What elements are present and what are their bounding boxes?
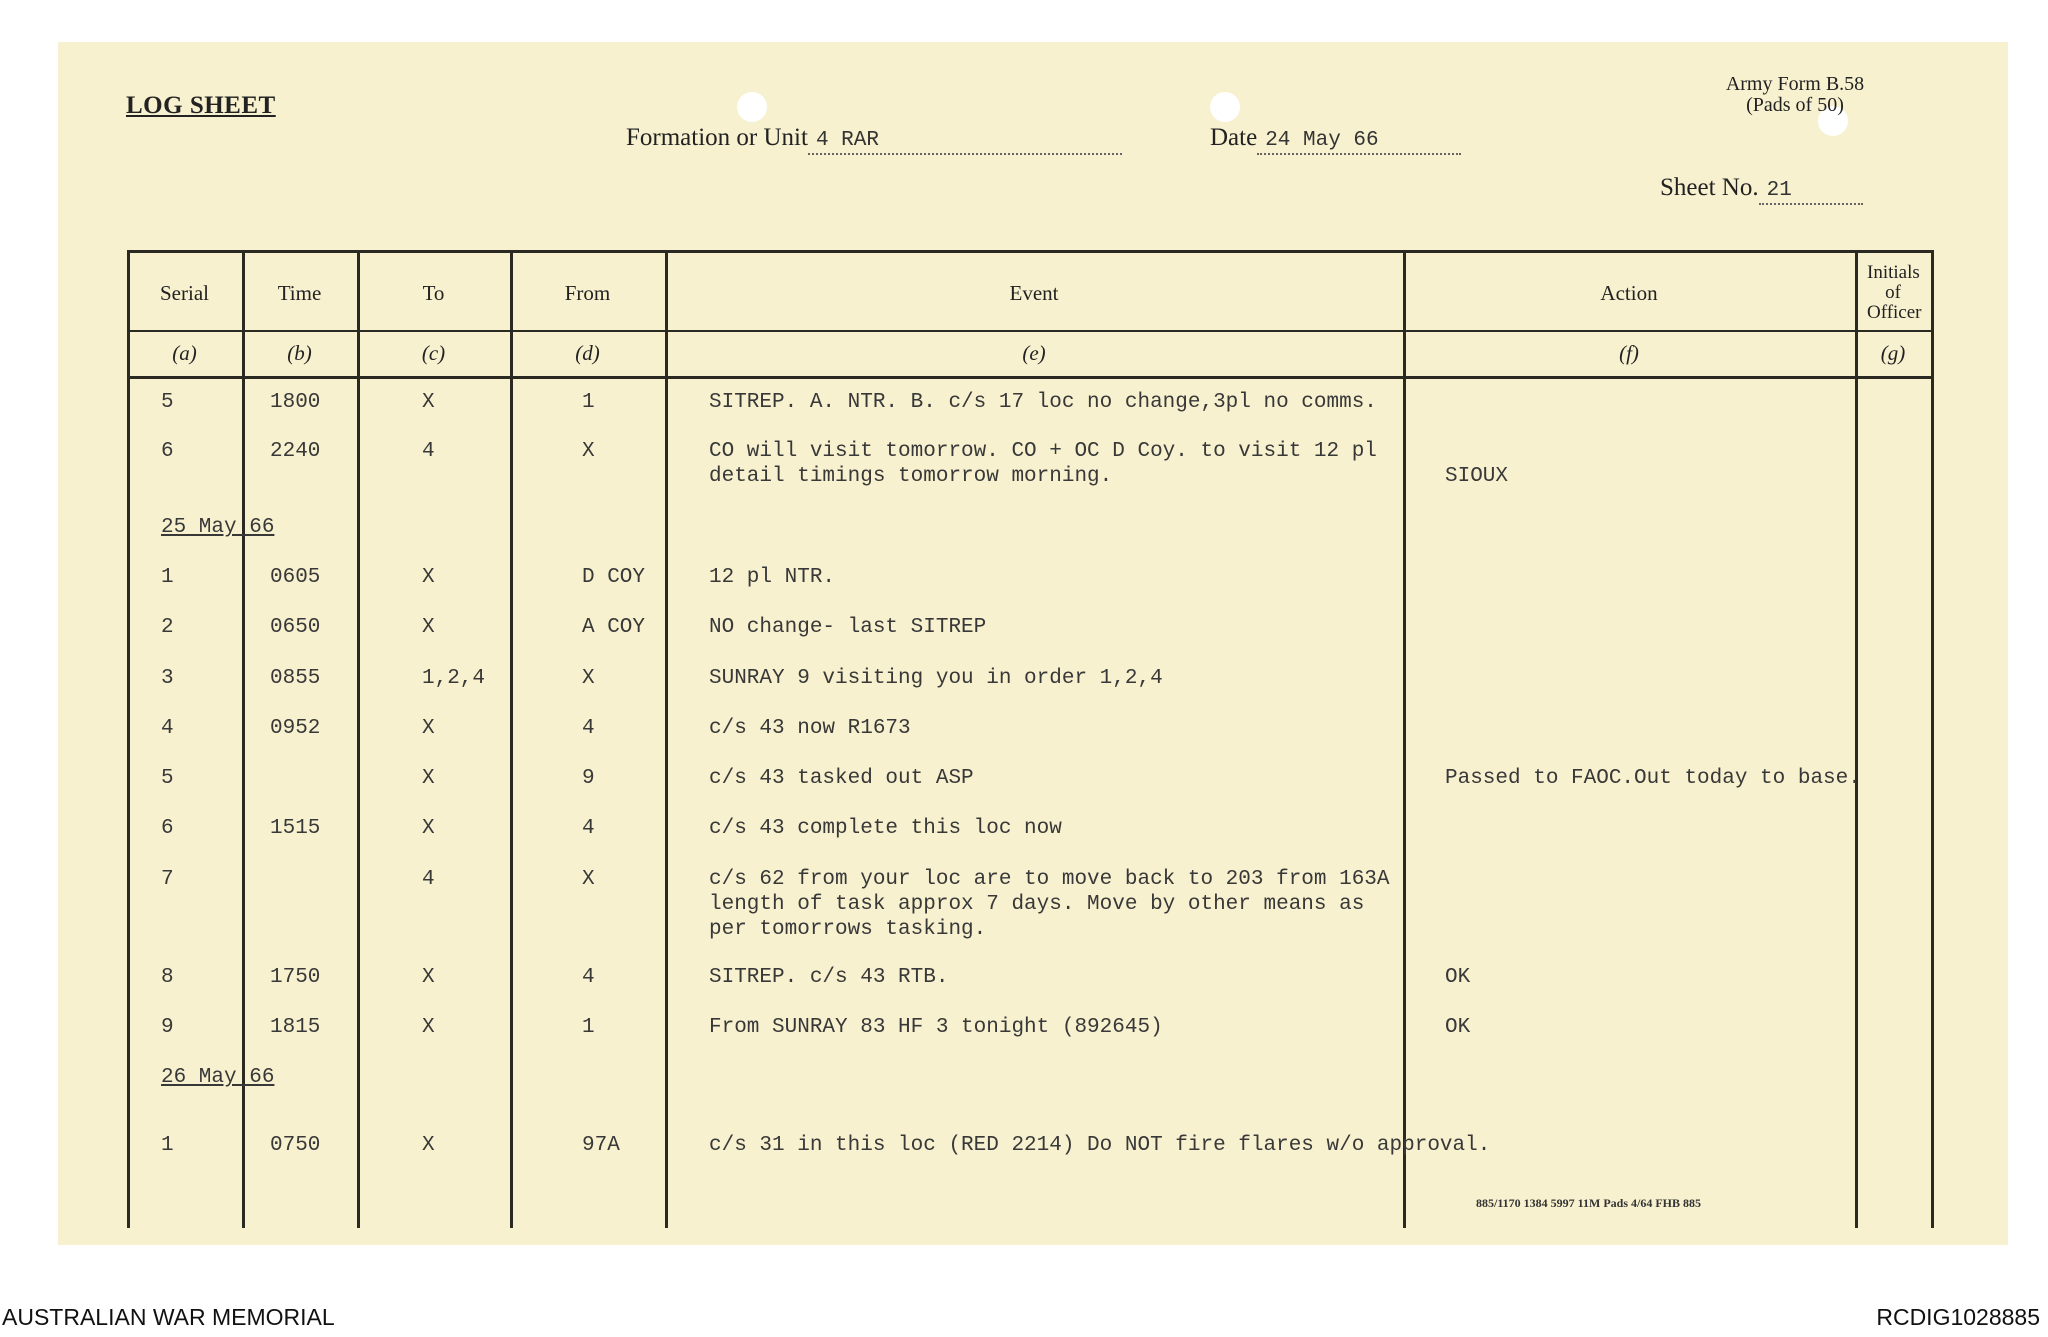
print-code: 885/1170 1384 5997 11M Pads 4/64 FHB 885: [1476, 1196, 1702, 1210]
column-header-time: Time: [277, 281, 322, 305]
column-letter-action: (f): [1619, 341, 1639, 365]
row-6-serial: 4: [161, 717, 174, 740]
punch-hole: [1210, 92, 1240, 122]
row-4-from: A COY: [582, 616, 646, 639]
row-1-event: SITREP. A. NTR. B. c/s 17 loc no change,3pl no comms.: [709, 391, 1377, 414]
row-7-event: c/s 43 tasked out ASP: [709, 767, 974, 790]
row-12-time: 0750: [270, 1134, 321, 1157]
row-11-serial: 9: [161, 1016, 174, 1039]
row-11-time: 1815: [270, 1016, 321, 1039]
row-6-from: 4: [582, 717, 595, 740]
column-header-initials: Initials of Officer: [1867, 262, 1922, 323]
row-1-from: 1: [582, 391, 595, 414]
formation-value: 4 RAR: [808, 129, 1122, 155]
row-12-serial: 1: [161, 1134, 174, 1157]
row-3-time: 0605: [270, 566, 321, 589]
row-10-action: OK: [1445, 966, 1471, 989]
row-5-serial: 3: [161, 667, 174, 690]
row-10-to: X: [422, 966, 435, 989]
row-10-from: 4: [582, 966, 595, 989]
punch-hole: [737, 92, 767, 122]
row-9-from: X: [582, 868, 595, 891]
row-10-event: SITREP. c/s 43 RTB.: [709, 966, 949, 989]
column-header-event: Event: [1009, 281, 1059, 305]
row-11-from: 1: [582, 1016, 595, 1039]
column-letter-event: (e): [1022, 341, 1046, 365]
row-1-to: X: [422, 391, 435, 414]
row-4-serial: 2: [161, 616, 174, 639]
column-header-from: From: [564, 281, 611, 305]
date-subheading: 26 May 66: [161, 1066, 275, 1089]
row-4-time: 0650: [270, 616, 321, 639]
row-2-to: 4: [422, 440, 435, 463]
row-5-to: 1,2,4: [422, 667, 486, 690]
row-12-to: X: [422, 1134, 435, 1157]
column-rule: [665, 253, 668, 1228]
column-rule: [127, 253, 130, 1228]
row-2-from: X: [582, 440, 595, 463]
column-rule: [1931, 253, 1934, 1228]
date-field: [1210, 124, 1461, 155]
row-11-event: From SUNRAY 83 HF 3 tonight (892645): [709, 1016, 1163, 1039]
log-table: [127, 250, 1934, 1228]
row-5-from: X: [582, 667, 595, 690]
header-rule: [127, 330, 1934, 332]
sheet-number-field: [1660, 174, 1863, 205]
column-header-to: To: [422, 281, 445, 305]
row-8-from: 4: [582, 817, 595, 840]
row-1-serial: 5: [161, 391, 174, 414]
row-3-to: X: [422, 566, 435, 589]
row-8-event: c/s 43 complete this loc now: [709, 817, 1062, 840]
column-rule: [510, 253, 513, 1228]
column-letter-to: (c): [421, 341, 446, 365]
row-8-serial: 6: [161, 817, 174, 840]
row-7-action: Passed to FAOC.Out today to base.: [1445, 767, 1861, 790]
row-9-serial: 7: [161, 868, 174, 891]
row-5-event: SUNRAY 9 visiting you in order 1,2,4: [709, 667, 1163, 690]
column-letter-initials: (g): [1880, 341, 1906, 365]
date-value: 24 May 66: [1257, 129, 1461, 155]
column-header-action: Action: [1600, 281, 1658, 305]
formation-field: [626, 124, 1122, 155]
column-header-serial: Serial: [160, 281, 209, 305]
credit-right: RCDIG1028885: [1876, 1304, 2040, 1330]
column-rule: [1855, 253, 1858, 1228]
date-subheading: 25 May 66: [161, 516, 275, 539]
date-label: Date: [1210, 124, 1258, 151]
row-3-from: D COY: [582, 566, 646, 589]
column-rule: [1403, 253, 1406, 1228]
credit-left: AUSTRALIAN WAR MEMORIAL: [2, 1304, 335, 1330]
row-3-serial: 1: [161, 566, 174, 589]
row-9-event: c/s 62 from your loc are to move back to 203 from 163A length of task approx 7 days. Move by other means as per tomorrows tasking.: [709, 868, 1390, 941]
row-9-to: 4: [422, 868, 435, 891]
row-2-serial: 6: [161, 440, 174, 463]
army-form-pads: (Pads of 50): [1746, 94, 1844, 116]
army-form-number: Army Form B.58: [1725, 73, 1865, 95]
column-rule: [357, 253, 360, 1228]
log-sheet-title: LOG SHEET: [126, 92, 276, 119]
row-2-event: CO will visit tomorrow. CO + OC D Coy. to visit 12 pl detail timings tomorrow morning.: [709, 440, 1377, 488]
row-1-time: 1800: [270, 391, 321, 414]
sheet-number-value: 21: [1759, 179, 1863, 205]
sheet-number-label: Sheet No.: [1660, 174, 1759, 201]
row-11-to: X: [422, 1016, 435, 1039]
formation-label: Formation or Unit: [626, 124, 808, 151]
row-5-time: 0855: [270, 667, 321, 690]
row-6-time: 0952: [270, 717, 321, 740]
row-10-serial: 8: [161, 966, 174, 989]
row-6-event: c/s 43 now R1673: [709, 717, 911, 740]
row-4-event: NO change- last SITREP: [709, 616, 987, 639]
column-letter-from: (d): [575, 341, 600, 365]
row-12-from: 97A: [582, 1134, 620, 1157]
row-7-serial: 5: [161, 767, 174, 790]
column-letter-serial: (a): [172, 341, 197, 365]
column-letter-time: (b): [287, 341, 312, 365]
row-4-to: X: [422, 616, 435, 639]
row-10-time: 1750: [270, 966, 321, 989]
row-2-time: 2240: [270, 440, 321, 463]
row-8-time: 1515: [270, 817, 321, 840]
row-3-event: 12 pl NTR.: [709, 566, 836, 589]
row-7-to: X: [422, 767, 435, 790]
row-6-to: X: [422, 717, 435, 740]
row-11-action: OK: [1445, 1016, 1471, 1039]
header-rule: [127, 376, 1934, 379]
row-2-action: SIOUX: [1445, 465, 1509, 488]
row-8-to: X: [422, 817, 435, 840]
army-form-reference: [1660, 74, 1930, 116]
row-12-event: c/s 31 in this loc (RED 2214) Do NOT fire flares w/o approval.: [709, 1134, 1491, 1157]
row-7-from: 9: [582, 767, 595, 790]
